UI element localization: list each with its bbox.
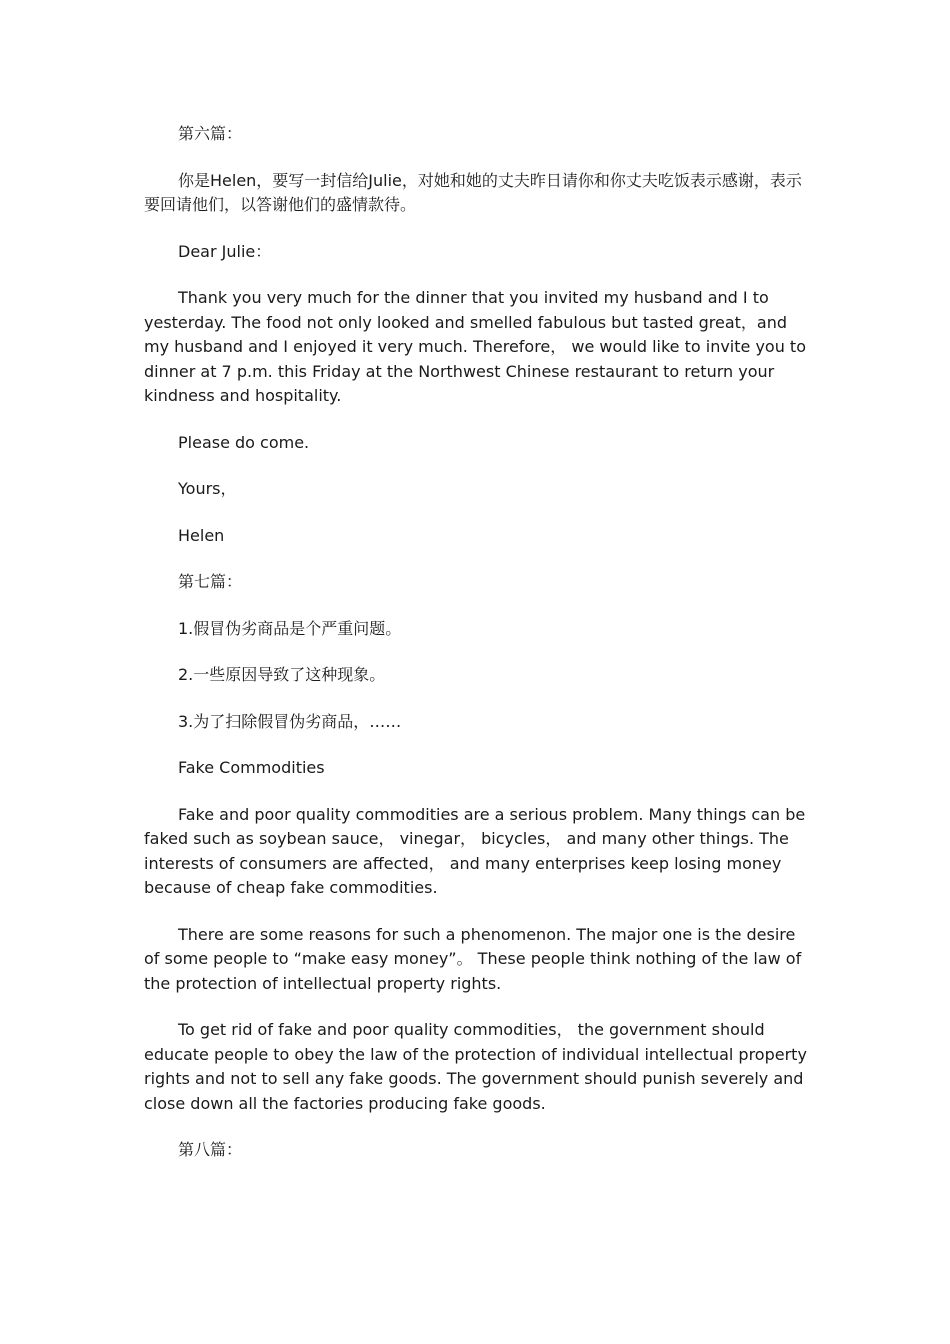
essay-paragraph-2: There are some reasons for such a phenomenon. The major one is the desire of some people to “make easy money”。 These people think nothing of the law of the protection of intellectual property rights. xyxy=(144,924,802,993)
essay-paragraph-1: Fake and poor quality commodities are a serious problem. Many things can be faked such as soybean sauce， vinegar， bicycles， and many other things. The interests of consumers are affected， and many enterprises keep losing money because of cheap fake commodities. xyxy=(144,804,806,897)
section-heading-8: 第八篇： xyxy=(178,1140,243,1159)
document-page xyxy=(144,122,808,1185)
section-heading-7: 第七篇： xyxy=(178,572,243,591)
essay-paragraph-3: To get rid of fake and poor quality commodities， the government should educate people to obey the law of the protection of individual intellectual property rights and not to sell any fake goods. The government should punish severely and close down all the factories producing fake goods. xyxy=(144,1020,807,1113)
letter-signoff: Yours， xyxy=(178,479,237,498)
section-heading-6: 第六篇： xyxy=(178,124,243,143)
outline-point-3: 3.为了扫除假冒伪劣商品，…… xyxy=(178,711,402,731)
prompt-paragraph: 你是Helen，要写一封信给Julie，对她和她的丈夫昨日请你和你丈夫吃饭表示感谢，表示要回请他们，以答谢他们的盛情款待。 xyxy=(144,170,802,214)
letter-salutation: Dear Julie： xyxy=(178,241,272,261)
letter-signature: Helen xyxy=(178,525,225,545)
outline-point-2: 2.一些原因导致了这种现象。 xyxy=(178,665,386,684)
letter-closing-line: Please do come. xyxy=(178,432,310,452)
letter-body-paragraph: Thank you very much for the dinner that you invited my husband and I to yesterday. The food not only looked and smelled fabulous but tasted great，and my husband and I enjoyed it very much. Therefore， we would like to invite you to dinner at 7 p.m. this Friday at the Northwest Chinese restaurant to return your kindness and hospitality. xyxy=(144,288,806,405)
essay-title: Fake Commodities xyxy=(178,758,325,777)
outline-point-1: 1.假冒伪劣商品是个严重问题。 xyxy=(178,618,402,638)
